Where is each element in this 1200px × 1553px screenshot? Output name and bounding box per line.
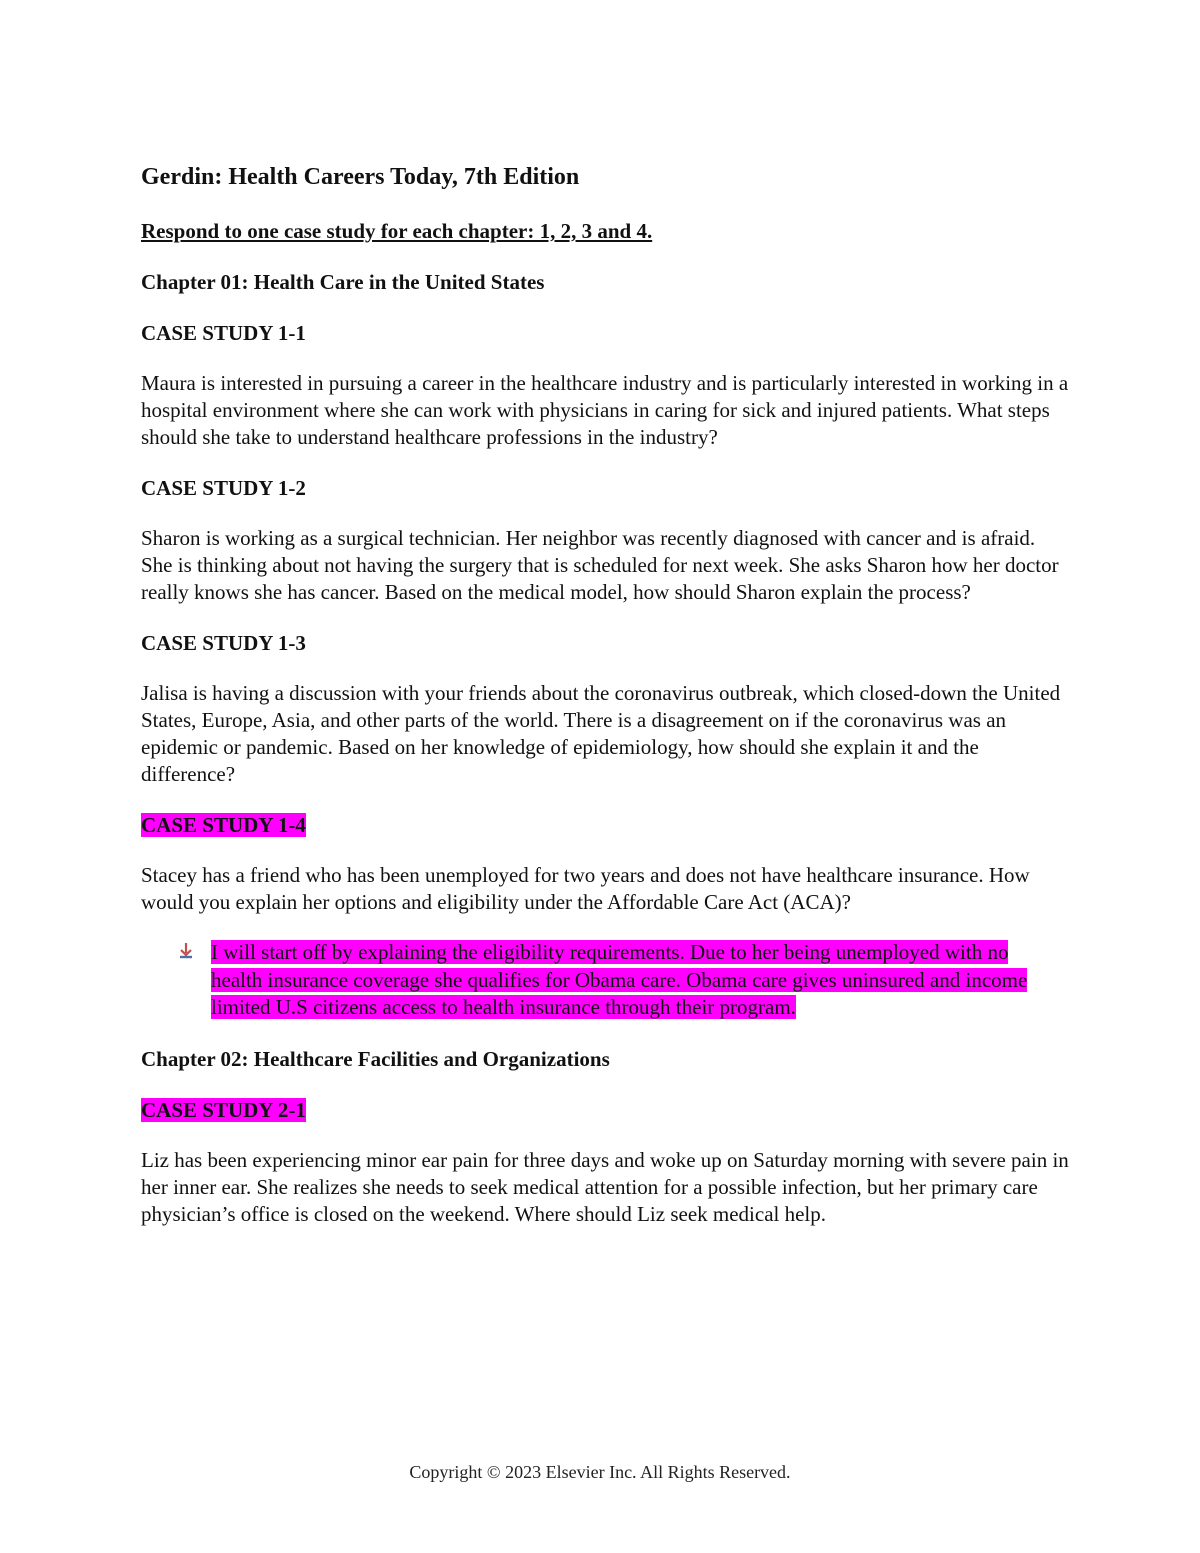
instruction-text: Respond to one case study for each chapter: 1, 2, 3 and 4. (141, 219, 653, 243)
document-title: Gerdin: Health Careers Today, 7th Edition (141, 164, 580, 190)
case-study-1-4-answer-text: I will start off by explaining the eligibility requirements. Due to her being unemployed with no health insurance coverage she qualifies for Obama care. Obama care gives uninsured and income limited U.S citizens access to health insurance through their program. (211, 940, 1028, 1019)
case-study-1-4-answer (211, 939, 1041, 1022)
case-study-1-3-heading (141, 629, 1071, 657)
case-study-1-1-label: CASE STUDY 1-1 (141, 321, 306, 345)
document-body (141, 162, 1071, 1251)
case-study-1-1-text: Maura is interested in pursuing a career in the healthcare industry and is particularly interested in working in a hospital environment where she can work with physicians in caring for sick and injured patients. What steps should she take to understand healthcare professions in the industry? (141, 371, 1069, 449)
case-study-2-1-heading (141, 1096, 1071, 1124)
case-study-1-3-text: Jalisa is having a discussion with your friends about the coronavirus outbreak, which closed-down the United States, Europe, Asia, and other parts of the world. There is a disagreement on if the coronavirus was an epidemic or pandemic. Based on her knowledge of epidemiology, how should she explain it and the difference? (141, 681, 1061, 786)
case-study-1-2-text: Sharon is working as a surgical technician. Her neighbor was recently diagnosed with cancer and is afraid. She is thinking about not having the surgery that is scheduled for next week. She asks Sharon how her doctor really knows she has cancer. Based on the medical model, how should Sharon explain the process? (141, 526, 1059, 604)
case-study-1-4-heading (141, 811, 1071, 839)
case-study-2-1-label: CASE STUDY 2-1 (141, 1097, 306, 1122)
case-study-1-1-heading (141, 319, 1071, 347)
case-study-1-4-label: CASE STUDY 1-4 (141, 813, 306, 837)
case-study-1-3-label: CASE STUDY 1-3 (141, 631, 306, 655)
chapter-1-heading: Chapter 01: Health Care in the United States (141, 270, 545, 294)
case-study-1-2-heading (141, 474, 1071, 502)
case-study-1-4-text: Stacey has a friend who has been unemployed for two years and does not have healthcare insurance. How would you explain her options and eligibility under the Affordable Care Act (ACA)? (141, 863, 1030, 914)
case-study-2-1-text: Liz has been experiencing minor ear pain for three days and woke up on Saturday morning with severe pain in her inner ear. She realizes she needs to seek medical attention for a possible infection, but her primary care physician’s office is closed on the weekend. Where should Liz seek medical help. (141, 1147, 1069, 1226)
copyright-footer: Copyright © 2023 Elsevier Inc. All Rights Reserved. (409, 1462, 791, 1482)
case-study-1-2-label: CASE STUDY 1-2 (141, 476, 306, 500)
chapter-2-heading: Chapter 02: Healthcare Facilities and Organizations (141, 1046, 610, 1071)
down-arrow-bullet-icon (177, 941, 195, 959)
